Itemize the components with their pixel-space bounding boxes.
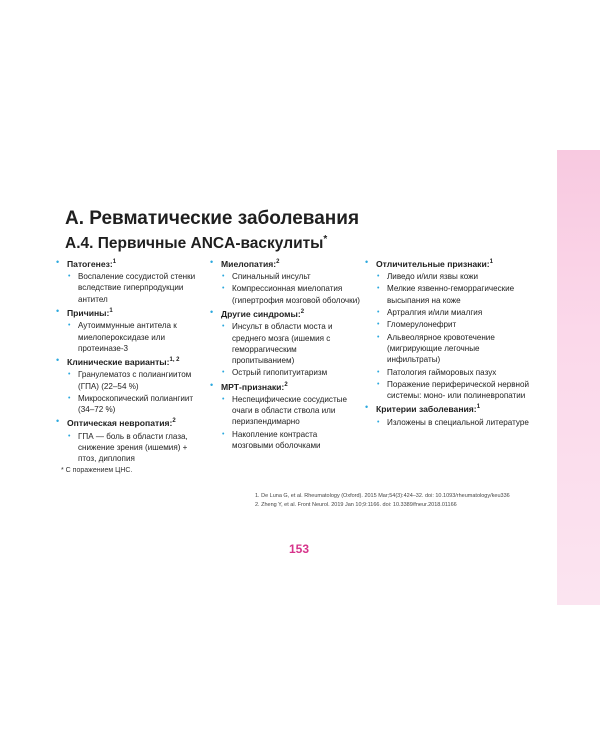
section-items [377,417,530,428]
section-heading-row [365,257,530,270]
sub-bullet-icon: • [68,322,71,330]
list-item [222,394,360,428]
list-item-text: Поражение периферической нервной системы: моно- или полиневропатии [387,379,530,401]
section-heading-ref: 1 [476,404,481,411]
section-items [222,271,360,306]
list-item [222,321,360,366]
section-heading-text: Критерии заболевания: [376,404,477,415]
subtitle-mark: * [323,234,328,245]
side-color-tab [557,150,600,605]
sub-bullet-icon: • [377,321,380,329]
section-heading-row [365,402,530,415]
list-item [377,319,530,330]
list-item-text: Мелкие язвенно-геморрагические высыпания на коже [387,284,515,305]
section [56,257,201,305]
sub-bullet-icon: • [68,394,71,402]
bullet-icon: • [365,257,369,267]
section-heading-row [210,307,360,320]
bullet-icon: • [56,306,60,317]
bullet-icon: • [210,257,214,267]
sub-bullet-icon: • [377,273,380,281]
sub-bullet-icon: • [222,323,225,331]
section-items [68,320,201,354]
column-3 [365,257,530,429]
list-item-text: Компрессионная миелопатия (гипертрофия мозговой оболочки) [232,284,360,305]
sub-bullet-icon: • [68,371,71,379]
list-item-text: Неспецифические сосудистые очаги в области ствола или перизпендимарно [232,394,347,427]
list-item [377,271,530,282]
section-heading [67,306,113,319]
list-item-text: ГПА — боль в области глаза, снижение зрения (ишемия) + птоз, диплопия [78,431,188,464]
section-heading-ref: 2 [172,418,176,425]
section [210,380,360,452]
section-heading-text: Патогенез: [67,258,113,269]
list-item-text: Гломерулонефрит [387,320,457,330]
sub-bullet-icon: • [222,369,225,377]
sub-bullet-icon: • [222,395,225,403]
reference-2: 2. Zheng Y, et al. Front Neurol. 2019 Jan 10;9:1166. doi: 10.3389/fneur.2018.01166 [255,502,457,508]
sub-bullet-icon: • [377,380,380,388]
section-heading-text: Оптическая невропатия: [67,418,173,429]
section-heading-row [56,257,201,270]
section [365,257,530,401]
list-item-text: Патология гайморовых пазух [387,367,497,377]
section-heading-row [56,355,201,368]
section-items [68,369,201,415]
sub-bullet-icon: • [222,285,225,293]
section-heading-row [56,306,201,319]
section-heading-ref: 1 [109,308,113,315]
list-item [68,271,201,305]
list-item [222,429,360,452]
list-item [68,320,201,354]
list-item-text: Артралгия и/или миалгия [387,308,483,318]
section-heading-row [210,380,360,393]
footnote: * С поражением ЦНС. [61,467,133,474]
list-item [377,307,530,318]
section-heading [221,380,288,393]
section-heading [376,257,493,270]
section-heading-ref: 2 [284,381,288,388]
page-title: А. Ревматические заболевания [65,208,360,229]
bullet-icon: • [56,355,60,366]
section-heading-ref: 2 [300,309,305,316]
references [255,492,510,510]
section-heading-ref: 1, 2 [169,357,180,364]
section-items [68,271,201,305]
bullet-icon: • [210,379,214,390]
section-items [68,431,201,465]
page-subtitle [65,230,359,254]
list-item-text: Аутоиммунные антитела к миелопероксидазе или протеиназе-3 [78,321,177,353]
section-heading [221,257,280,270]
section-heading [221,307,304,320]
section-items [377,271,530,401]
list-item [377,417,530,428]
page-number: 153 [289,542,310,556]
reference-1: 1. De Luna G, et al. Rheumatology (Oxford). 2015 Mar;54(3):424–32. doi: 10.1093/rheumatology/keu336 [255,493,510,499]
section-heading [67,257,116,270]
list-item-text: Изложены в специальной литературе [387,417,529,427]
list-item [68,369,201,392]
sub-bullet-icon: • [377,418,380,426]
section [56,306,201,354]
sub-bullet-icon: • [377,285,380,293]
sub-bullet-icon: • [222,273,225,281]
section [56,355,201,415]
sub-bullet-icon: • [68,273,71,281]
section [210,257,360,306]
list-item-text: Инсульт в области моста и среднего мозга (ишемия с геморрагическим пропитыванием) [232,322,333,366]
section [365,402,530,427]
sub-bullet-icon: • [377,368,380,376]
column-1 [56,257,201,465]
list-item-text: Спинальный инсульт [232,272,311,282]
section-heading-ref: 1 [112,259,117,265]
section-heading-text: МРТ-признаки: [221,381,285,392]
list-item-text: Гранулематоз с полиангиитом (ГПА) (22–54 %) [78,370,192,391]
subtitle-text: А.4. Первичные ANCA-васкулиты [65,235,324,253]
section-heading [67,355,180,368]
list-item [222,271,360,282]
bullet-icon: • [365,402,369,413]
sub-bullet-icon: • [222,430,225,438]
section-heading-ref: 1 [489,259,493,265]
section-heading-ref: 2 [276,259,280,265]
section-heading-text: Отличительные признаки: [376,258,490,269]
list-item [222,367,360,378]
list-item-text: Микроскопический полиангиит (34–72 %) [78,393,194,415]
list-item [68,431,201,465]
column-2 [210,257,360,452]
section [56,416,201,464]
title-block [65,208,359,254]
section-heading-row [210,257,360,270]
section-heading-text: Причины: [67,307,110,318]
bullet-icon: • [56,257,60,267]
list-item-text: Ливедо и/или язвы кожи [387,272,479,282]
list-item [377,332,530,366]
list-item [377,367,530,378]
section [210,307,360,379]
list-item-text: Воспаление сосудистой стенки вследствие гиперпродукции антител [78,272,196,304]
bullet-icon: • [56,416,60,427]
sub-bullet-icon: • [377,333,380,341]
section-heading-text: Клинические варианты: [67,356,170,367]
section-items [222,394,360,451]
bullet-icon: • [210,307,214,318]
list-item [68,393,201,416]
list-item-text: Острый гипопитуитаризм [232,368,328,378]
list-item-text: Накопление контраста мозговыми оболочками [232,429,321,451]
section-heading [376,402,480,415]
list-item [377,379,530,402]
section-heading-text: Другие синдромы: [221,308,301,319]
list-item-text: Альвеолярное кровотечение (мигрирующие легочные инфильтраты) [387,332,495,365]
section-heading-row [56,416,201,429]
section-heading-text: Миелопатия: [221,258,277,269]
list-item [222,283,360,306]
sub-bullet-icon: • [68,432,71,440]
list-item [377,283,530,306]
sub-bullet-icon: • [377,309,380,317]
section-heading [67,416,176,429]
section-items [222,321,360,378]
